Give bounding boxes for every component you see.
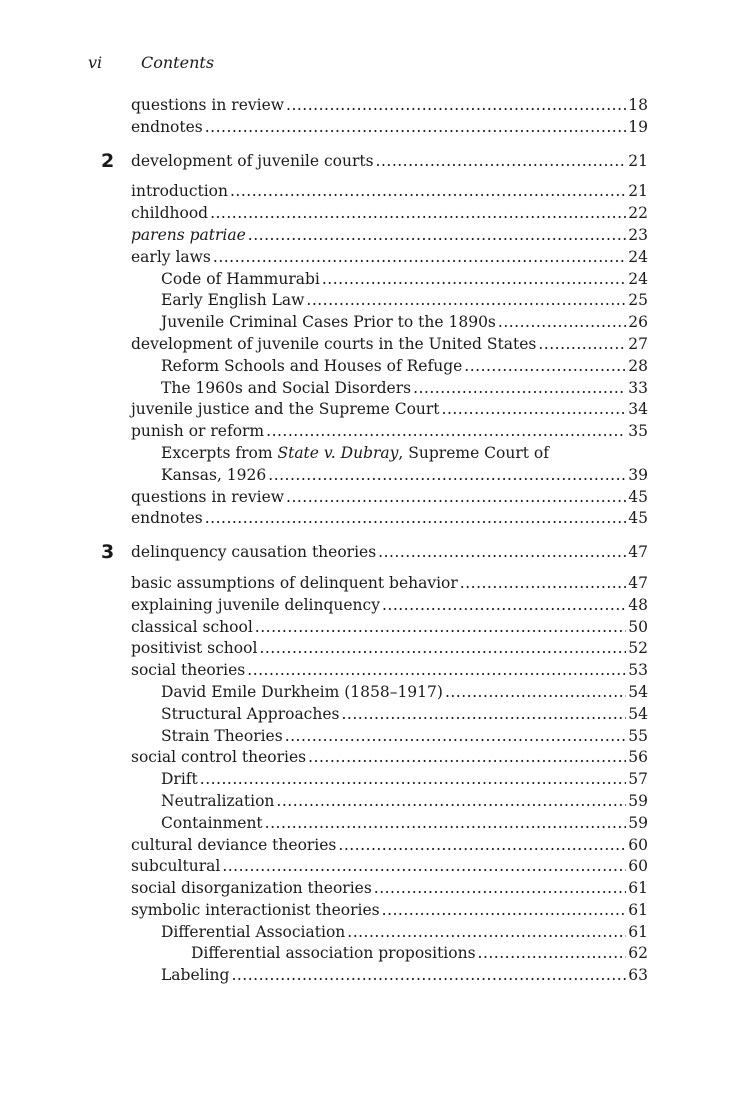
toc-entry-title: punish or reform [131, 422, 265, 441]
running-head-title: Contents [141, 53, 215, 72]
toc-entry-title: Labeling [161, 966, 230, 985]
dot-leader [230, 181, 626, 203]
page-folio: vi [88, 53, 103, 72]
toc-entry-page: 61 [628, 922, 648, 941]
toc-entry[interactable] [0, 95, 648, 117]
chapter-number: 2 [101, 149, 115, 172]
toc-entry-page: 60 [628, 835, 648, 854]
chapter-title-entry [0, 151, 648, 173]
toc-entry-page: 23 [628, 225, 648, 244]
toc-entry-page: 47 [628, 573, 648, 592]
toc-subentry-first-line[interactable] [0, 443, 735, 465]
toc-entry[interactable] [0, 399, 648, 421]
toc-entry-title: Kansas, 1926 [161, 465, 267, 484]
toc-entry-title: subcultural [131, 857, 221, 876]
toc-subentry[interactable] [0, 290, 648, 312]
chapter-title: development of juvenile courts [131, 151, 374, 170]
toc-entry-page: 53 [628, 661, 648, 680]
toc-entry[interactable] [0, 878, 648, 900]
toc-entry[interactable] [0, 421, 648, 443]
dot-leader [265, 813, 627, 835]
toc-subentry[interactable] [0, 465, 648, 487]
dot-leader [338, 835, 626, 857]
toc-entry[interactable] [0, 225, 648, 247]
toc-entry[interactable] [0, 595, 648, 617]
toc-entry[interactable] [0, 617, 648, 639]
toc-entry-title: Differential Association [161, 922, 346, 941]
dot-leader [347, 922, 626, 944]
running-head [88, 53, 214, 72]
chapter-page: 21 [628, 151, 648, 170]
dot-leader [231, 965, 626, 987]
toc-entry-page: 48 [628, 595, 648, 614]
toc-entry-title: social disorganization theories [131, 879, 372, 898]
chapter-page: 47 [628, 543, 648, 562]
toc-entry-page: 21 [628, 182, 648, 201]
dot-leader [222, 856, 626, 878]
dot-leader [285, 726, 627, 748]
toc-subentry[interactable] [0, 356, 648, 378]
toc-entry-page: 61 [628, 900, 648, 919]
toc-entry[interactable] [0, 487, 648, 509]
dot-leader [205, 117, 627, 139]
chapter-2-heading[interactable] [0, 151, 735, 173]
toc-entry-title: Neutralization [161, 791, 275, 810]
toc-subentry[interactable] [0, 378, 648, 400]
toc-subentry[interactable] [0, 682, 648, 704]
dot-leader [276, 791, 626, 813]
chapter-title-entry [0, 542, 648, 564]
toc-entry-title: explaining juvenile delinquency [131, 595, 380, 614]
toc-entry-page: 62 [628, 944, 648, 963]
toc-entry[interactable] [0, 247, 648, 269]
chapter-title: delinquency causation theories [131, 543, 377, 562]
dot-leader [322, 269, 626, 291]
toc-entry-page: 24 [628, 247, 648, 266]
toc-entry-page: 54 [628, 704, 648, 723]
toc-entry[interactable] [0, 856, 648, 878]
toc-entry-page: 39 [628, 465, 648, 484]
toc-subentry[interactable] [0, 704, 648, 726]
toc-entry-title: Code of Hammurabi [161, 269, 320, 288]
toc-entry-title: early laws [131, 247, 211, 266]
dot-leader [382, 900, 627, 922]
toc-subsubentry[interactable] [0, 943, 648, 965]
toc-entry-title: Juvenile Criminal Cases Prior to the 1890s [161, 313, 496, 332]
dot-leader [248, 225, 626, 247]
dot-leader [478, 943, 627, 965]
table-of-contents [0, 95, 735, 987]
toc-entry-page: 56 [628, 748, 648, 767]
toc-entry[interactable] [0, 181, 648, 203]
dot-leader [210, 203, 626, 225]
toc-entry-title: juvenile justice and the Supreme Court [131, 400, 440, 419]
dot-leader [413, 378, 626, 400]
toc-entry[interactable] [0, 573, 648, 595]
toc-entry-page: 45 [628, 509, 648, 528]
toc-entry-title: Structural Approaches [161, 704, 340, 723]
toc-entry[interactable] [0, 660, 648, 682]
dot-leader [259, 638, 626, 660]
toc-entry-title: Strain Theories [161, 726, 283, 745]
toc-entry-title: cultural deviance theories [131, 835, 337, 854]
chapter-number: 3 [101, 541, 115, 564]
toc-entry[interactable] [0, 747, 648, 769]
toc-entry[interactable] [0, 900, 648, 922]
case-name: State v. Dubray [277, 443, 399, 462]
toc-entry-title: endnotes [131, 117, 203, 136]
toc-entry[interactable] [0, 203, 648, 225]
toc-entry-title: Differential association propositions [191, 944, 476, 963]
toc-entry-title-part: , Supreme Court of [398, 443, 549, 462]
dot-leader [308, 747, 626, 769]
dot-leader [341, 704, 626, 726]
toc-entry-title: classical school [131, 617, 253, 636]
toc-subentry[interactable] [0, 726, 648, 748]
dot-leader [376, 151, 627, 173]
dot-leader [538, 334, 626, 356]
toc-entry-page: 59 [628, 791, 648, 810]
toc-entry-title: David Emile Durkheim (1858–1917) [161, 682, 443, 701]
dot-leader [378, 542, 626, 564]
toc-entry-page: 34 [628, 400, 648, 419]
toc-entry-title: Reform Schools and Houses of Refuge [161, 356, 463, 375]
toc-entry-page: 55 [628, 726, 648, 745]
dot-leader [286, 95, 626, 117]
toc-subentry[interactable] [0, 813, 648, 835]
dot-leader [382, 595, 626, 617]
dot-leader [374, 878, 626, 900]
toc-entry-page: 50 [628, 617, 648, 636]
toc-entry-page: 54 [628, 682, 648, 701]
toc-entry-page: 33 [628, 378, 648, 397]
toc-entry-page: 60 [628, 857, 648, 876]
dot-leader [306, 290, 626, 312]
toc-entry-title: parens patriae [131, 225, 246, 244]
toc-subentry[interactable] [0, 312, 648, 334]
dot-leader [286, 487, 626, 509]
toc-entry-title-part: Excerpts from [161, 443, 278, 462]
toc-entry-title: social theories [131, 661, 246, 680]
dot-leader [445, 682, 626, 704]
toc-entry-page: 26 [628, 313, 648, 332]
toc-subentry[interactable] [0, 922, 648, 944]
toc-entry-page: 59 [628, 813, 648, 832]
toc-entry-title: Containment [161, 813, 263, 832]
toc-entry-page: 45 [628, 487, 648, 506]
toc-entry-page: 19 [628, 117, 648, 136]
toc-entry-title: positivist school [131, 639, 258, 658]
dot-leader [247, 660, 626, 682]
toc-entry-page: 18 [628, 96, 648, 114]
chapter-3-heading[interactable] [0, 542, 735, 564]
dot-leader [213, 247, 626, 269]
toc-entry-title: symbolic interactionist theories [131, 900, 380, 919]
toc-entry-page: 61 [628, 879, 648, 898]
dot-leader [205, 508, 627, 530]
dot-leader [200, 769, 627, 791]
toc-entry-title: introduction [131, 182, 228, 201]
toc-subentry[interactable] [0, 965, 648, 987]
toc-entry-title: social control theories [131, 748, 307, 767]
dot-leader [442, 399, 627, 421]
toc-entry-title: The 1960s and Social Disorders [161, 378, 412, 397]
toc-entry-title: development of juvenile courts in the United States [131, 334, 537, 353]
toc-entry-page: 25 [628, 291, 648, 310]
toc-subentry[interactable] [0, 791, 648, 813]
dot-leader [460, 573, 626, 595]
toc-entry[interactable] [0, 638, 648, 660]
toc-entry-title: endnotes [131, 509, 203, 528]
toc-entry-title: questions in review [131, 96, 285, 114]
toc-entry-page: 22 [628, 204, 648, 223]
toc-entry-page: 52 [628, 639, 648, 658]
toc-subentry[interactable] [0, 269, 648, 291]
toc-entry[interactable] [0, 835, 648, 857]
toc-subentry[interactable] [0, 769, 648, 791]
dot-leader [498, 312, 626, 334]
toc-entry-page: 24 [628, 269, 648, 288]
toc-entry-title: Drift [161, 770, 198, 789]
toc-entry-page: 28 [628, 356, 648, 375]
dot-leader [255, 617, 626, 639]
toc-entry-page: 57 [628, 770, 648, 789]
toc-entry-page: 35 [628, 422, 648, 441]
toc-entry-page: 27 [628, 334, 648, 353]
toc-entry[interactable] [0, 334, 648, 356]
toc-entry[interactable] [0, 117, 648, 139]
dot-leader [464, 356, 626, 378]
toc-entry-title: childhood [131, 204, 209, 223]
toc-entry-page: 63 [628, 966, 648, 985]
toc-entry-title: basic assumptions of delinquent behavior [131, 573, 458, 592]
toc-entry-title: Early English Law [161, 291, 305, 310]
toc-entry-title: questions in review [131, 487, 285, 506]
dot-leader [266, 421, 626, 443]
dot-leader [268, 465, 626, 487]
toc-entry[interactable] [0, 508, 648, 530]
